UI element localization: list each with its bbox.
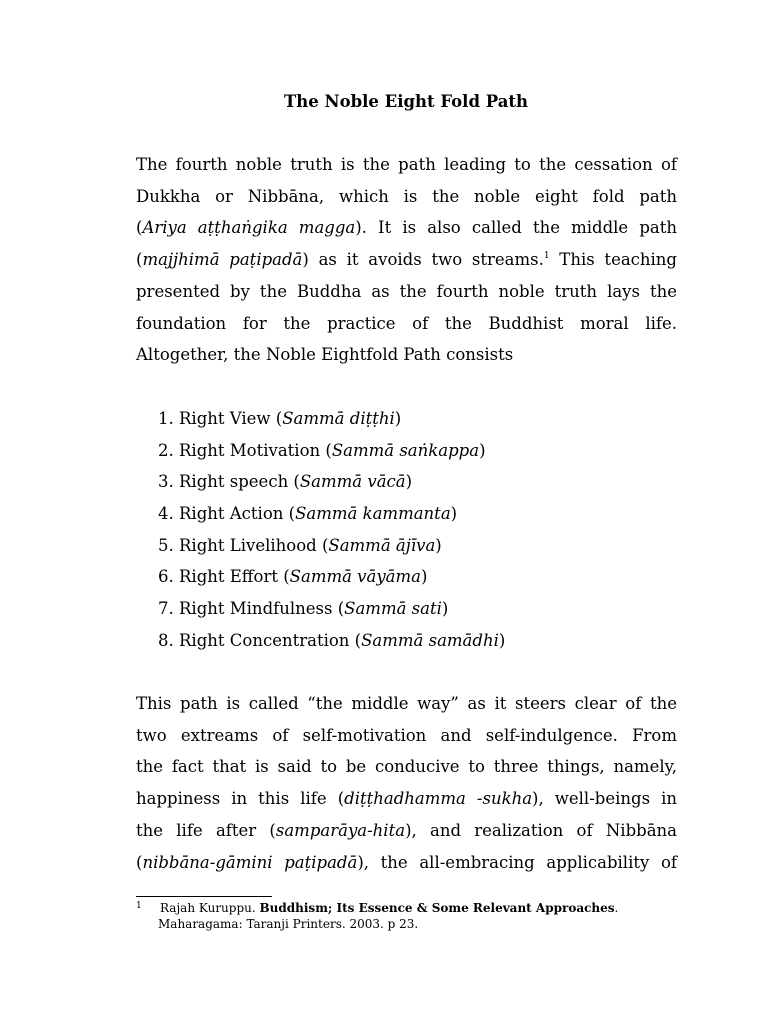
intro-paragraph	[136, 149, 677, 371]
footnote: 1 Rajah Kuruppu. Buddhism; Its Essence & Some Relevant Approaches. Maharagama: Taranji Printers. 2003. p 23.	[136, 900, 696, 932]
footnote-author: Rajah Kuruppu.	[160, 901, 260, 915]
text-line: presented by the Buddha as the fourth noble truth lays the	[136, 281, 677, 301]
footnote-number: 1	[136, 901, 142, 911]
pali-term: diṭṭhadhamma -sukha	[344, 789, 533, 809]
pali-term: Sammā kammanta	[295, 504, 451, 524]
pali-term: Sammā saṅkappa	[331, 440, 480, 460]
text-line: the life after (samparāya-hita), and realization of Nibbāna	[136, 820, 677, 840]
footnote-separator	[136, 896, 272, 897]
text-line: This path is called “the middle way” as it steers clear of the	[136, 694, 677, 713]
text-line: Dukkha or Nibbāna, which is the noble eight fold path	[136, 186, 677, 206]
middle-way-paragraph	[136, 688, 677, 878]
list-item: 6. Right Effort (Sammā vāyāma)	[158, 567, 428, 587]
list-item: 8. Right Concentration (Sammā samādhi)	[158, 630, 506, 650]
list-item: 5. Right Livelihood (Sammā ājīva)	[158, 535, 442, 555]
text-line: The fourth noble truth is the path leading to the cessation of	[136, 155, 677, 174]
list-item: 7. Right Mindfulness (Sammā sati)	[158, 599, 449, 619]
text-line: Altogether, the Noble Eightfold Path consists	[136, 345, 514, 365]
footnote-book-title: Buddhism; Its Essence & Some Relevant Approaches	[259, 901, 615, 915]
list-item: 1. Right View (Sammā diṭṭhi)	[158, 409, 402, 428]
pali-term: Ariya aṭṭhaṅgika magga	[142, 218, 356, 238]
pali-term: Sammā samādhi	[361, 630, 499, 650]
pali-term: nibbāna-gāmini paṭipadā	[142, 852, 358, 872]
list-item: 2. Right Motivation (Sammā saṅkappa)	[158, 440, 486, 460]
text-line: the fact that is said to be conducive to three things, namely,	[136, 757, 677, 777]
pali-term: Sammā sati	[344, 599, 442, 619]
list-item: 3. Right speech (Sammā vācā)	[158, 472, 413, 492]
eightfold-path-list	[158, 403, 505, 657]
pali-term: majjhimā paṭipadā	[142, 250, 303, 270]
pali-term: Sammā ājīva	[328, 535, 436, 555]
pali-term: Sammā vāyāma	[289, 567, 421, 587]
footnote-publisher: Maharagama: Taranji Printers. 2003. p 23.	[158, 917, 419, 931]
footnote-reference: 1	[543, 251, 550, 262]
text-line: happiness in this life (diṭṭhadhamma -sukha), well-beings in	[136, 789, 677, 809]
pali-term: Sammā diṭṭhi	[282, 409, 395, 428]
pali-term: Sammā vācā	[299, 472, 406, 492]
pali-term: samparāya-hita	[275, 820, 406, 840]
text-line: two extreams of self-motivation and self-indulgence. From	[136, 725, 677, 745]
page-title: The Noble Eight Fold Path	[283, 92, 529, 111]
text-line: foundation for the practice of the Buddhist moral life.	[136, 313, 677, 333]
text-line: (nibbāna-gāmini paṭipadā), the all-embracing applicability of	[136, 852, 677, 872]
text-line: (Ariya aṭṭhaṅgika magga). It is also called the middle path	[136, 218, 677, 238]
list-item: 4. Right Action (Sammā kammanta)	[158, 504, 458, 524]
text-line: (majjhimā paṭipadā) as it avoids two streams.$^1$ This teaching	[136, 250, 677, 270]
